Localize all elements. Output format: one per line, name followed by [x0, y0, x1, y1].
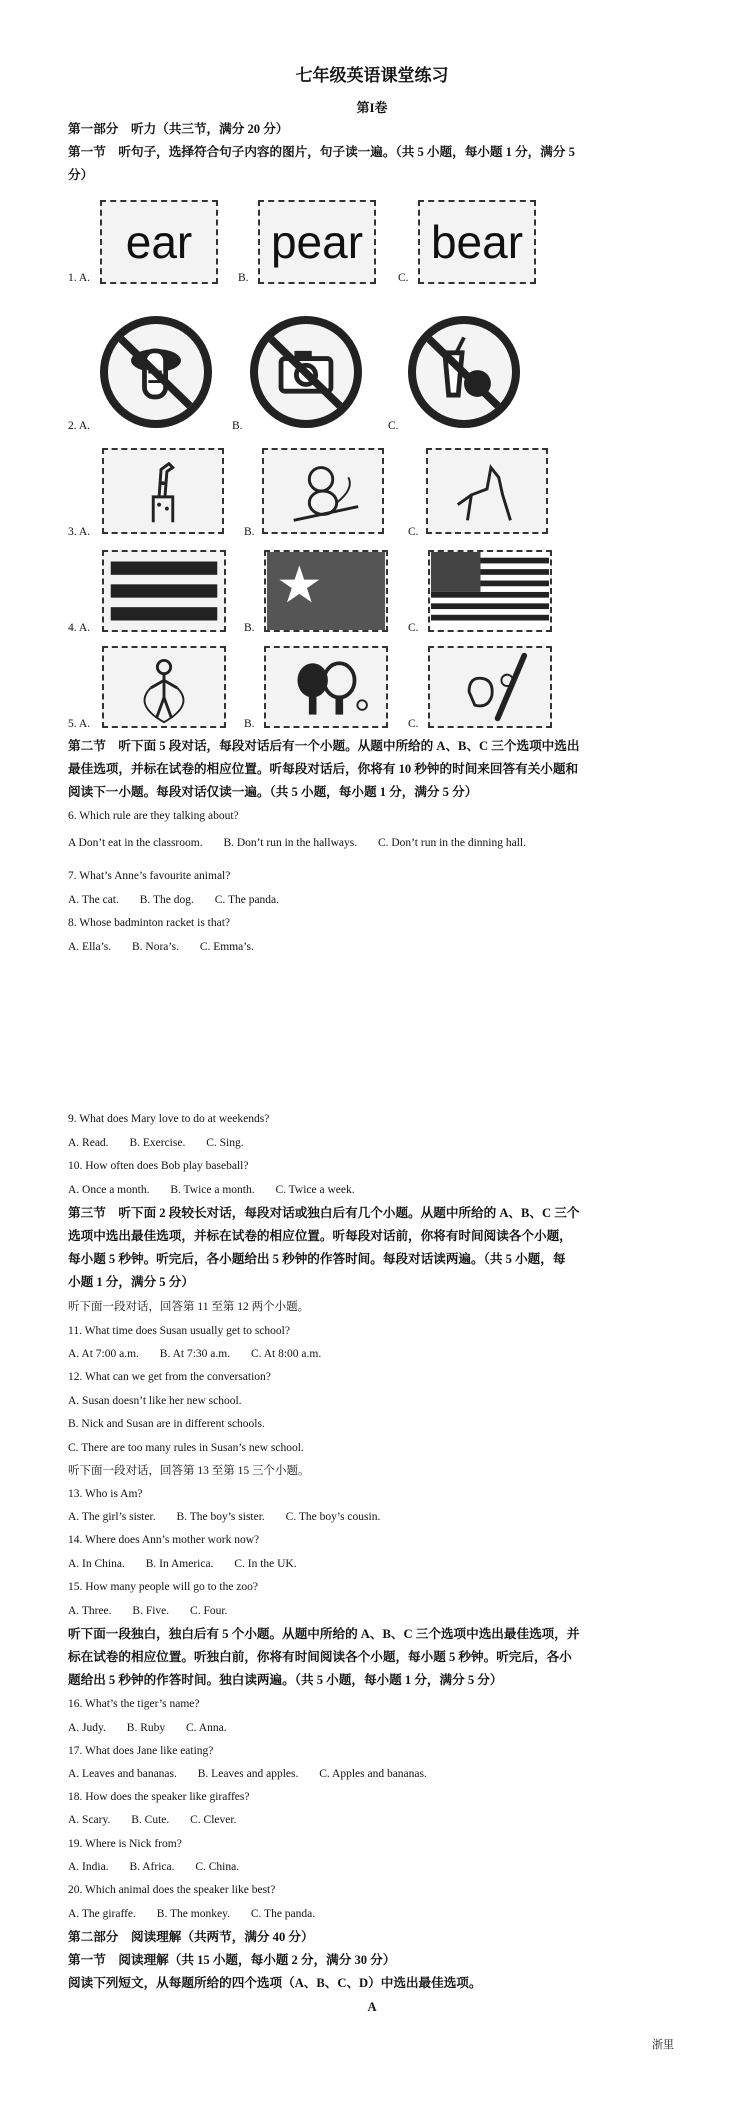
q5-jump-rope-picture [102, 646, 226, 728]
q18-options [68, 1813, 254, 1828]
section3-instruction-line4: 小题 1 分，满分 5 分） [68, 1275, 194, 1289]
section3-instruction-line3: 每小题 5 秒钟。听完后，各小题给出 5 秒钟的作答时间。每段对话读两遍。（共 5 小题，每 [68, 1252, 566, 1266]
q19-question: 19. Where is Nick from? [68, 1838, 182, 1850]
q16-question: 16. What’s the tiger’s name? [68, 1698, 200, 1710]
q12-question: 12. What can we get from the conversation? [68, 1371, 271, 1383]
q10-option-b: B. Twice a month. [170, 1184, 255, 1196]
q4-stripes-flag-picture [102, 550, 226, 632]
q13-options [68, 1510, 398, 1525]
q17-option-b: B. Leaves and apples. [197, 1768, 299, 1780]
q9-option-c: C. Sing. [206, 1137, 244, 1149]
q14-question: 14. Where does Ann’s mother work now? [68, 1534, 260, 1546]
q20-options [68, 1907, 333, 1922]
q13-option-a: A. The girl’s sister. [68, 1511, 156, 1523]
section2-instruction-line1: 第二节 听下面 5 段对话，每段对话后有一个小题。从题中所给的 A、B、C 三个选项中选出 [68, 739, 580, 753]
monologue-instruction-line3: 题给出 5 秒钟的作答时间。独白读两遍。（共 5 小题，每小题 1 分，满分 5 分） [68, 1673, 503, 1687]
section1-instruction-line1: 第一节 听句子，选择符合句子内容的图片，句子读一遍。（共 5 小题，每小题 1 分，满分 5 [68, 145, 575, 159]
us-flag-icon [430, 552, 550, 630]
q5-baseball-picture [428, 646, 552, 728]
monkey-icon [264, 450, 382, 532]
q7-option-a: A. The cat. [68, 894, 119, 906]
q3-label-c: C. [408, 526, 419, 538]
q1-option-a-picture [100, 200, 218, 284]
no-food-drink-sign-icon [408, 316, 520, 428]
q15-option-a: A. Three. [68, 1605, 112, 1617]
q7-option-b: B. The dog. [139, 894, 194, 906]
monologue-instruction-line2: 标在试卷的相应位置。听独白前，你将有时间阅读各个小题，每小题 5 秒钟。听完后，各小 [68, 1650, 572, 1664]
q10-question: 10. How often does Bob play baseball? [68, 1160, 249, 1172]
q6-option-b: B. Don’t run in the hallways. [223, 837, 358, 849]
q10-option-c: C. Twice a week. [275, 1184, 355, 1196]
jump-rope-icon [104, 648, 224, 726]
q12-option-a: A. Susan doesn’t like her new school. [68, 1395, 242, 1407]
footer-mark: 浙里 [652, 2039, 674, 2051]
q15-option-c: C. Four. [190, 1605, 228, 1617]
q13-question: 13. Who is Am? [68, 1488, 143, 1500]
q11-question: 11. What time does Susan usually get to school? [68, 1325, 290, 1337]
q6-option-c: C. Don’t run in the dinning hall. [377, 837, 526, 849]
q3-label-b: B. [244, 526, 255, 538]
q16-option-a: A. Judy. [68, 1722, 106, 1734]
q2-number-a: 2. A. [68, 420, 91, 432]
q11-option-b: B. At 7:30 a.m. [159, 1348, 231, 1360]
q10-options [68, 1183, 373, 1198]
q15-options [68, 1604, 245, 1619]
q7-question: 7. What’s Anne’s favourite animal? [68, 870, 231, 882]
section2-instruction-line2: 最佳选项，并标在试卷的相应位置。听每段对话后，你将有 10 秒钟的时间来回答有关小题和 [68, 762, 579, 776]
q12-option-c: C. There are too many rules in Susan’s new school. [68, 1442, 304, 1454]
no-photos-sign-icon [250, 316, 362, 428]
q20-option-a: A. The giraffe. [68, 1908, 136, 1920]
q19-options [68, 1860, 257, 1875]
part1-heading: 第一部分 听力（共三节，满分 20 分） [68, 122, 289, 136]
q11-options [68, 1347, 339, 1362]
q8-option-b: B. Nora’s. [132, 941, 179, 953]
giraffe-icon [104, 450, 222, 532]
passage-label: A [367, 2000, 377, 2014]
star-flag-icon [266, 552, 386, 630]
q19-option-c: C. China. [195, 1861, 240, 1873]
q18-question: 18. How does the speaker like giraffes? [68, 1791, 250, 1803]
q11-option-c: C. At 8:00 a.m. [250, 1348, 322, 1360]
q5-number-a: 5. A. [68, 718, 91, 730]
q1-number-a: 1. A. [68, 272, 91, 284]
q3-monkey-picture [262, 448, 384, 534]
q17-options [68, 1767, 445, 1782]
no-talking-sign-icon [100, 316, 212, 428]
q1-word-ear: ear [125, 216, 193, 268]
q9-option-b: B. Exercise. [129, 1137, 186, 1149]
q17-question: 17. What does Jane like eating? [68, 1745, 214, 1757]
q1-word-bear: bear [430, 216, 524, 268]
part2-section1-heading: 第一节 阅读理解（共 15 小题，每小题 2 分，满分 30 分） [68, 1953, 396, 1967]
section1-instruction-line2: 分） [68, 168, 94, 182]
q14-option-b: B. In America. [145, 1558, 214, 1570]
q17-option-a: A. Leaves and bananas. [68, 1768, 177, 1780]
q5-ping-pong-picture [264, 646, 388, 728]
q12-option-b: B. Nick and Susan are in different schools. [68, 1418, 265, 1430]
q14-option-c: C. In the UK. [234, 1558, 297, 1570]
q19-option-b: B. Africa. [129, 1861, 175, 1873]
q18-option-a: A. Scary. [68, 1814, 111, 1826]
q8-option-a: A. Ella’s. [68, 941, 112, 953]
q9-option-a: A. Read. [68, 1137, 109, 1149]
ping-pong-paddle-icon [266, 648, 386, 726]
q15-question: 15. How many people will go to the zoo? [68, 1581, 259, 1593]
q6-question: 6. Which rule are they talking about? [68, 810, 239, 822]
section3-instruction-line1: 第三节 听下面 2 段较长对话，每段对话或独白后有几个小题。从题中所给的 A、B、C 三个 [68, 1206, 580, 1220]
q1-label-b: B. [238, 272, 249, 284]
q13-option-b: B. The boy’s sister. [176, 1511, 265, 1523]
q3-number-a: 3. A. [68, 526, 91, 538]
section3-instruction-line2: 选项中选出最佳选项，并标在试卷的相应位置。听每段对话前，你将有时间阅读各个小题， [68, 1229, 572, 1243]
q18-option-c: C. Clever. [190, 1814, 237, 1826]
section3-intro-13-15: 听下面一段对话，回答第 13 至第 15 三个小题。 [68, 1465, 310, 1477]
q11-option-a: A. At 7:00 a.m. [68, 1348, 139, 1360]
q20-option-c: C. The panda. [250, 1908, 316, 1920]
q1-option-b-picture [258, 200, 376, 284]
q14-options [68, 1557, 315, 1572]
q7-options [68, 893, 297, 908]
q6-options [68, 836, 544, 851]
q4-star-flag-picture [264, 550, 388, 632]
section3-intro-11-12: 听下面一段对话，回答第 11 至第 12 两个小题。 [68, 1301, 310, 1313]
q15-option-b: B. Five. [132, 1605, 170, 1617]
q5-label-c: C. [408, 718, 419, 730]
q10-option-a: A. Once a month. [68, 1184, 150, 1196]
q6-option-a: A Don’t eat in the classroom. [68, 837, 203, 849]
q2-label-b: B. [232, 420, 243, 432]
q3-wolf-picture [426, 448, 548, 534]
q9-options [68, 1136, 262, 1151]
q7-option-c: C. The panda. [214, 894, 280, 906]
q20-option-b: B. The monkey. [156, 1908, 230, 1920]
q4-label-b: B. [244, 622, 255, 634]
q1-word-pear: pear [270, 216, 364, 268]
wolf-icon [428, 450, 546, 532]
part2-instruction: 阅读下列短文，从每题所给的四个选项（A、B、C、D）中选出最佳选项。 [68, 1976, 482, 1990]
q4-number-a: 4. A. [68, 622, 91, 634]
q20-question: 20. Which animal does the speaker like best? [68, 1884, 276, 1896]
q4-us-flag-picture [428, 550, 552, 632]
page-title: 七年级英语课堂练习 [295, 66, 449, 85]
monologue-instruction-line1: 听下面一段独白，独白后有 5 个小题。从题中所给的 A、B、C 三个选项中选出最佳选项，并 [68, 1627, 580, 1641]
striped-flag-icon [104, 552, 224, 630]
q2-label-c: C. [388, 420, 399, 432]
q5-label-b: B. [244, 718, 255, 730]
q4-label-c: C. [408, 622, 419, 634]
q9-question: 9. What does Mary love to do at weekends? [68, 1113, 270, 1125]
q16-option-b: B. Ruby [126, 1722, 166, 1734]
q18-option-b: B. Cute. [131, 1814, 170, 1826]
q3-giraffe-picture [102, 448, 224, 534]
q8-options [68, 940, 272, 955]
part2-heading: 第二部分 阅读理解（共两节，满分 40 分） [68, 1930, 314, 1944]
q19-option-a: A. India. [68, 1861, 109, 1873]
q14-option-a: A. In China. [68, 1558, 125, 1570]
section2-instruction-line3: 阅读下一小题。每段对话仅读一遍。（共 5 小题，每小题 1 分，满分 5 分） [68, 785, 478, 799]
volume-label: 第I卷 [356, 100, 388, 115]
q17-option-c: C. Apples and bananas. [319, 1768, 427, 1780]
q1-label-c: C. [398, 272, 409, 284]
q1-option-c-picture [418, 200, 536, 284]
q8-option-c: C. Emma’s. [199, 941, 254, 953]
q8-question: 8. Whose badminton racket is that? [68, 917, 231, 929]
q16-option-c: C. Anna. [186, 1722, 227, 1734]
q16-options [68, 1721, 245, 1736]
baseball-bat-glove-icon [430, 648, 550, 726]
q13-option-c: C. The boy’s cousin. [285, 1511, 381, 1523]
